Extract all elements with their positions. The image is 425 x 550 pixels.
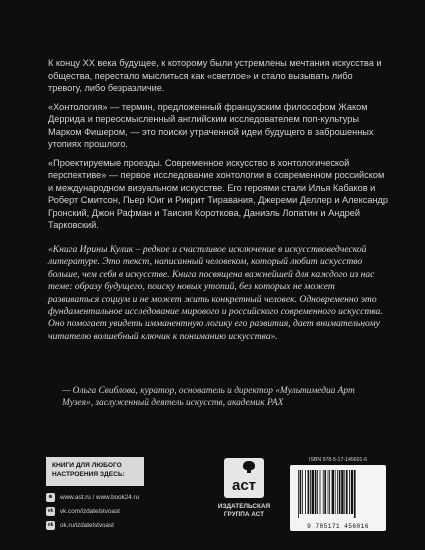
barcode-bar: [310, 470, 311, 514]
promo-line-1: КНИГИ ДЛЯ ЛЮБОГО: [52, 462, 122, 469]
quote-text: «Книга Ирины Кулик – редкое и счастливое исключение в искусствоведческой литературе. Это текст, написанный человеком, который любит искусство больше, чем себя в искусстве. Книга посвящена важнейшей для каждого из нас теме: образу будущего, поиску новых утопий, без которых не может развиваться социум и не может жить конкретный человек. Одновременно это фундаментальное исследование мирового и российского современного искусства. Оно помогает увидеть имманентную логику его развития, дает внимательному читателю волшебный ключик к пониманию искусства».: [48, 244, 383, 342]
barcode: [290, 465, 386, 531]
barcode-bar: [315, 470, 317, 514]
barcode-bar: [335, 470, 336, 514]
vk-icon: vk: [47, 508, 54, 514]
web-icon: ⊕: [46, 493, 55, 502]
barcode-bar: [329, 470, 330, 514]
contact-web-text: www.ast.ru / www.book24.ru: [60, 494, 140, 501]
barcode-bars: [290, 465, 386, 521]
logo-caption: [212, 503, 276, 519]
quote-attribution: — Ольга Свиблова, куратор, основатель и директор «Мультимедиа Арт Музея», заслуженный деятель искусств, академик РАХ: [62, 386, 355, 409]
logo-caption-line-1: ИЗДАТЕЛЬСКАЯ: [217, 503, 271, 510]
logo-text: аст: [231, 477, 257, 494]
promo-box: [46, 457, 144, 486]
description-paragraph-2: «Хонтология» — термин, предложенный французским философом Жаком Деррида и переосмысленный английским исследователем поп-культуры Марком Фишером, — это поиски утраченной идеи будущего в заброшенных утопиях прошлого.: [48, 101, 374, 149]
barcode-bar: [351, 470, 353, 514]
publisher-logo: [212, 458, 276, 528]
contact-ok-text: ok.ru/izdatelstvoast: [60, 522, 114, 529]
description-block: [48, 57, 388, 238]
barcode-bar: [324, 470, 326, 514]
barcode-bar: [344, 470, 345, 514]
barcode-bar: [354, 470, 356, 518]
contact-row-ok[interactable]: [46, 520, 166, 531]
logo-tile: [224, 458, 264, 498]
logo-caption-line-2: ГРУППА АСТ: [223, 511, 265, 518]
barcode-bar: [317, 470, 318, 514]
barcode-bar: [302, 470, 303, 514]
cover-footer: [0, 445, 425, 550]
barcode-bar: [349, 470, 350, 514]
description-paragraph-3: «Проектируемые проезды. Современное искусство в хонтологической перспективе» — первое исследование хонтологии в современном российском и международном визуальном искусстве. Его героями стали Илья Кабаков и Роберт Смитсон, Пьер Юиг и Рикрит Тиравания, Джереми Деллер и Александр Гронский, Джон Рафман и Таисия Короткова, Даниэль Лопатин и Андрей Тарковский.: [48, 157, 388, 230]
ok-icon: ok: [47, 522, 54, 528]
barcode-bar: [305, 470, 306, 514]
barcode-bar: [308, 470, 310, 514]
barcode-bar: [328, 470, 329, 514]
barcode-bar: [323, 470, 324, 514]
promo-line-2: НАСТРОЕНИЯ ЗДЕСЬ:: [52, 470, 125, 478]
review-quote: [48, 244, 383, 343]
barcode-bar: [332, 470, 334, 514]
barcode-bar: [320, 470, 321, 514]
description-paragraph-1: К концу XX века будущее, к которому были устремлены мечтания искусства и общества, перестало мыслиться как «светлое» и стало вызывать либо тревогу, либо безразличие.: [48, 58, 382, 93]
barcode-bar: [298, 470, 299, 518]
contact-vk-text: vk.com/izdatelstvoast: [60, 508, 120, 515]
contact-links: [46, 492, 166, 534]
barcode-bar: [337, 470, 338, 514]
barcode-area: [290, 457, 386, 535]
ast-logo-icon: [224, 458, 264, 498]
isbn-text: ISBN 978-5-17-145601-6: [309, 457, 367, 463]
barcode-bar: [300, 470, 302, 514]
barcode-bar: [339, 470, 341, 514]
barcode-bar: [312, 470, 314, 514]
barcode-bar: [346, 470, 348, 514]
barcode-digits: 9 785171 456016: [307, 523, 369, 530]
contact-row-web[interactable]: [46, 492, 166, 503]
contact-row-vk[interactable]: [46, 506, 166, 517]
barcode-bar: [341, 470, 343, 514]
